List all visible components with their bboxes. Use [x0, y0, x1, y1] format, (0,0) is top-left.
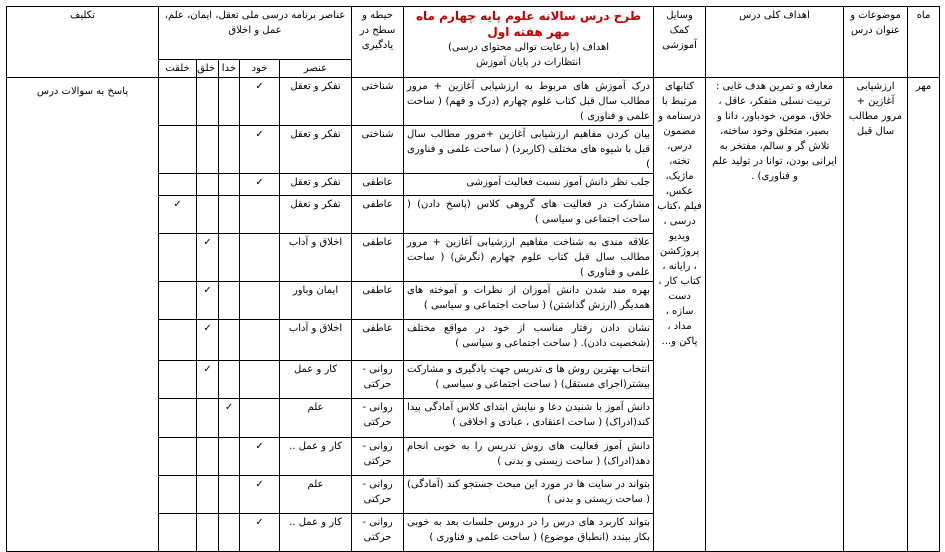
domain-cell: عاطفی [352, 282, 404, 320]
tools-cell: کتابهای مرتبط با درسنامه و مضمون درس، تخته، ماژیک، عکس، فیلم ،کتاب درسی ، ویدیو پروژکشن ، رایانه ، کتاب کار ، دست سازه ، مداد ، پاکن و... [654, 78, 706, 552]
check-cell-creature [159, 282, 197, 320]
check-cell-self [240, 196, 280, 234]
check-cell-god [219, 476, 240, 514]
header-tools: وسایل کمک آموزشی [654, 7, 706, 78]
domain-cell: عاطفی [352, 196, 404, 234]
header-self: خود [240, 60, 280, 78]
checkmark-icon: ✓ [173, 199, 182, 210]
checkmark-icon: ✓ [255, 441, 264, 452]
check-cell-self [240, 234, 280, 282]
check-cell-creature [159, 196, 197, 234]
element-cell: اخلاق و آداب [280, 234, 352, 282]
checkmark-icon: ✓ [203, 237, 212, 248]
checkmark-icon: ✓ [224, 402, 234, 413]
element-cell: اخلاق و آداب [280, 320, 352, 361]
objective-cell: دانش آموز فعالیت های روش تدریس را به خوبی انجام دهد(ادراک) ( ساحت زیستی و بدنی ) [404, 438, 654, 476]
header-month: ماه [908, 7, 940, 78]
objective-cell: دانش آموز با شنیدن دعا و نیایش ابتدای کلاس آمادگی پیدا کند(ادراک) ( ساحت اعتقادی ، عبادی و اخلاقی ) [404, 399, 654, 438]
goals-subtitle: اهداف (با رعایت توالی محتوای درسی) [447, 42, 610, 53]
domain-cell: روانی - حرکتی [352, 361, 404, 399]
domain-cell: شناختی [352, 78, 404, 126]
expectations-subtitle: انتظارات در پایان آموزش [476, 57, 582, 68]
check-cell-creation [197, 126, 219, 174]
objective-cell: بتواند کاربرد های درس را در دروس جلسات بعد به خوبی بکار ببندد (انطباق موضوع) ( ساحت علمی و فناوری ) [404, 514, 654, 552]
element-cell: کار و عمل .. [280, 438, 352, 476]
topic-cell: ارزشیابی آغازین + مرور مطالب سال قبل [844, 78, 908, 552]
element-cell: کار و عمل .. [280, 514, 352, 552]
objective-cell: بهره مند شدن دانش آموزان از نظرات و آموخته های همدیگر (ارزش گذاشتن) ( ساحت اجتماعی و سیاسی ) [404, 282, 654, 320]
objective-cell: بیان کردن مفاهیم ارزشیابی آغازین +مرور مطالب سال قبل با شیوه های مختلف (کاربرد) ( ساحت علمی و فناوری ) [404, 126, 654, 174]
check-cell-creation [197, 438, 219, 476]
objective-cell: انتخاب بهترین روش ها ی تدریس جهت یادگیری و مشارکت بیشتر(اجرای مستقل) ( ساحت اجتماعی و سیاسی ) [404, 361, 654, 399]
element-cell: ایمان وباور [280, 282, 352, 320]
objective-cell: مشارکت در فعالیت های گروهی کلاس (پاسخ دادن) ( ساحت اجتماعی و سیاسی ) [404, 196, 654, 234]
check-cell-self [240, 174, 280, 196]
objective-cell: نشان دادن رفتار مناسب از خود در مواقع مختلف (شخصیت دادن). ( ساحت اجتماعی و سیاسی ) [404, 320, 654, 361]
check-cell-god [219, 78, 240, 126]
general-goals-cell: معارفه و تمرین هدف غایی : تربیت نسلی متفکر، عاقل ، خلاق، مومن، خودباور، دانا و بصیر، متخلق وخود ساخته، تلاش گر و سالم، مفتخر به ایرانی بودن، توانا در تولید علم و فناوری) . [706, 78, 844, 552]
check-cell-god [219, 320, 240, 361]
check-cell-creation [197, 78, 219, 126]
header-general-goals: اهداف کلی درس [706, 7, 844, 78]
check-cell-god [219, 399, 240, 438]
checkmark-icon: ✓ [255, 479, 264, 490]
check-cell-creature [159, 126, 197, 174]
domain-cell: عاطفی [352, 174, 404, 196]
check-cell-self [240, 514, 280, 552]
lesson-plan-table [6, 6, 940, 552]
element-cell: تفکر و تعقل [280, 174, 352, 196]
header-god: خدا [219, 60, 240, 78]
domain-cell: عاطفی [352, 320, 404, 361]
check-cell-creation [197, 196, 219, 234]
checkmark-icon: ✓ [255, 129, 264, 140]
check-cell-creation [197, 514, 219, 552]
check-cell-god [219, 514, 240, 552]
check-cell-god [219, 361, 240, 399]
check-cell-self [240, 78, 280, 126]
check-cell-creation [197, 174, 219, 196]
table-row [7, 78, 940, 126]
domain-cell: روانی - حرکتی [352, 399, 404, 438]
check-cell-self [240, 282, 280, 320]
check-cell-god [219, 196, 240, 234]
check-cell-creation [197, 320, 219, 361]
check-cell-creature [159, 234, 197, 282]
check-cell-creature [159, 320, 197, 361]
check-cell-self [240, 399, 280, 438]
page-title: طرح درس سالانه علوم پایه چهارم ماه مهر هفته اول [415, 9, 642, 39]
check-cell-god [219, 282, 240, 320]
check-cell-creation [197, 234, 219, 282]
checkmark-icon: ✓ [255, 177, 264, 188]
domain-cell: روانی - حرکتی [352, 438, 404, 476]
checkmark-icon: ✓ [203, 323, 212, 334]
element-cell: کار و عمل [280, 361, 352, 399]
header-topics: موضوعات و عنوان درس [844, 7, 908, 78]
check-cell-creature [159, 174, 197, 196]
check-cell-creation [197, 282, 219, 320]
objective-cell: درک آموزش های مربوط به ارزشیابی آغازین + مرور مطالب سال قبل کتاب علوم چهارم (درک و فهم) ( ساحت علمی و فناوری ) [404, 78, 654, 126]
check-cell-god [219, 438, 240, 476]
check-cell-creation [197, 399, 219, 438]
objective-cell: جلب نظر دانش آموز نسبت فعالیت آموزشی [404, 174, 654, 196]
check-cell-creature [159, 514, 197, 552]
domain-cell: روانی - حرکتی [352, 476, 404, 514]
check-cell-god [219, 126, 240, 174]
check-cell-self [240, 438, 280, 476]
domain-cell: عاطفی [352, 234, 404, 282]
month-cell: مهر [908, 78, 940, 552]
check-cell-self [240, 126, 280, 174]
checkmark-icon: ✓ [203, 364, 212, 375]
domain-cell: شناختی [352, 126, 404, 174]
objective-cell: علاقه مندی به شناخت مفاهیم ارزشیابی آغازین + مرور مطالب سال قبل کتاب علوم چهارم (نگرش) ( ساحت علمی و فناوری ) [404, 234, 654, 282]
check-cell-self [240, 320, 280, 361]
check-cell-creature [159, 476, 197, 514]
header-assignment: تکلیف [7, 7, 159, 78]
check-cell-creation [197, 361, 219, 399]
check-cell-creature [159, 78, 197, 126]
element-cell: علم [280, 476, 352, 514]
check-cell-god [219, 234, 240, 282]
header-creature: خلقت [159, 60, 197, 78]
element-cell: تفکر و تعقل [280, 126, 352, 174]
header-title-cell [404, 7, 654, 78]
element-cell: علم [280, 399, 352, 438]
check-cell-self [240, 361, 280, 399]
check-cell-creature [159, 438, 197, 476]
checkmark-icon: ✓ [255, 517, 264, 528]
element-cell: تفکر و تعقل [280, 78, 352, 126]
check-cell-god [219, 174, 240, 196]
check-cell-self [240, 476, 280, 514]
header-national-elements: عناصر برنامه درسی ملی تعقل، ایمان، علم، عمل و اخلاق [159, 7, 352, 60]
header-creation: خلق [197, 60, 219, 78]
checkmark-icon: ✓ [255, 81, 264, 92]
check-cell-creation [197, 476, 219, 514]
checkmark-icon: ✓ [203, 285, 212, 296]
header-domain: حیطه و سطح در یادگیری [352, 7, 404, 78]
check-cell-creature [159, 399, 197, 438]
objective-cell: بتواند در سایت ها در مورد این مبحث جستجو کند (آمادگی) ( ساحت زیستی و بدنی ) [404, 476, 654, 514]
header-element: عنصر [280, 60, 352, 78]
element-cell: تفکر و تعقل [280, 196, 352, 234]
domain-cell: روانی - حرکتی [352, 514, 404, 552]
assignment-cell: پاسخ به سوالات درس [7, 78, 159, 552]
check-cell-creature [159, 361, 197, 399]
